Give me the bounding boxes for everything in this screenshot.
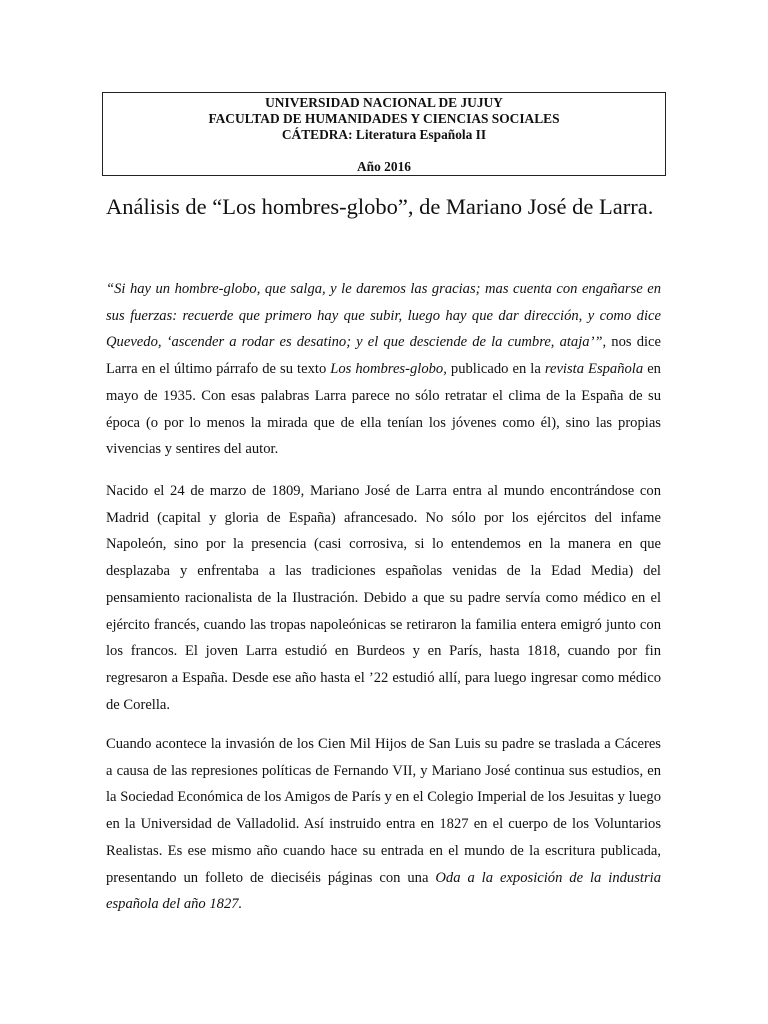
magazine-name: revista Española bbox=[544, 361, 644, 378]
paragraph-1-text-b: , publicado en la bbox=[443, 361, 545, 378]
ode-title: Oda a la exposición de la industria española del año 1827. bbox=[106, 869, 661, 913]
paragraph-3 bbox=[106, 731, 661, 918]
paragraph-3-text: Cuando acontece la invasión de los Cien Mil Hijos de San Luis su padre se traslada a Cáceres a causa de las represiones políticas de Fernando VII, y Mariano José continua sus estudios, en la Sociedad Económica de los Amigos de París y en el Colegio Imperial de los Jesuitas y luego en la Universidad de Valladolid. Así instruido entra en 1827 en el cuerpo de los Voluntarios Realistas. Es ese mismo año cuando hace su entrada en el mundo de la escritura publicada, presentando un folleto de dieciséis páginas con una bbox=[106, 736, 661, 886]
institution-header-box bbox=[102, 92, 666, 176]
document-title: Análisis de “Los hombres-globo”, de Mariano José de Larra. bbox=[106, 194, 654, 219]
opening-quote: “Si hay un hombre-globo, que salga, y le daremos las gracias; mas cuenta con engañarse en sus fuerzas: recuerde que primero hay que subir, luego hay que dar dirección, y como dice Quevedo, ‘ascender a rodar es desatino; y el que desciende de la cumbre, ataja’” bbox=[106, 281, 661, 351]
university-name: UNIVERSIDAD NACIONAL DE JUJUY bbox=[265, 95, 503, 110]
header-spacer bbox=[103, 143, 665, 159]
paragraph-1-text-c: en mayo de 1935. Con esas palabras Larra parece no sólo retratar el clima de la España de su época (o por lo menos la mirada que de ella tenían los jóvenes como él), sino las propias vivencias y sentires del autor. bbox=[106, 361, 661, 458]
academic-year: Año 2016 bbox=[357, 159, 411, 174]
work-title: Los hombres-globo bbox=[330, 361, 444, 378]
paragraph-1-text-a: , nos dice Larra en el último párrafo de su texto bbox=[106, 334, 661, 378]
chair-name: CÁTEDRA: Literatura Española II bbox=[281, 127, 487, 142]
paragraph-2: Nacido el 24 de marzo de 1809, Mariano José de Larra entra al mundo encontrándose con Madrid (capital y gloria de España) afrancesado. No sólo por los ejércitos del infame Napoleón, sino por la presencia (casi corrosiva, si lo entendemos en la manera en que desplazaba y enfrentaba a las tradiciones españolas venidas de la Edad Media) del pensamiento racionalista de la Ilustración. Debido a que su padre servía como médico en el ejército francés, cuando las tropas napoleónicas se retiraron la familia entera emigró junto con los francos. El joven Larra estudió en Burdeos y en París, hasta 1818, cuando por fin regresaron a España. Desde ese año hasta el ’22 estudió allí, para luego ingresar como médico de Corella. bbox=[106, 483, 661, 713]
paragraph-1 bbox=[106, 276, 661, 463]
faculty-name: FACULTAD DE HUMANIDADES Y CIENCIAS SOCIALES bbox=[208, 111, 560, 126]
